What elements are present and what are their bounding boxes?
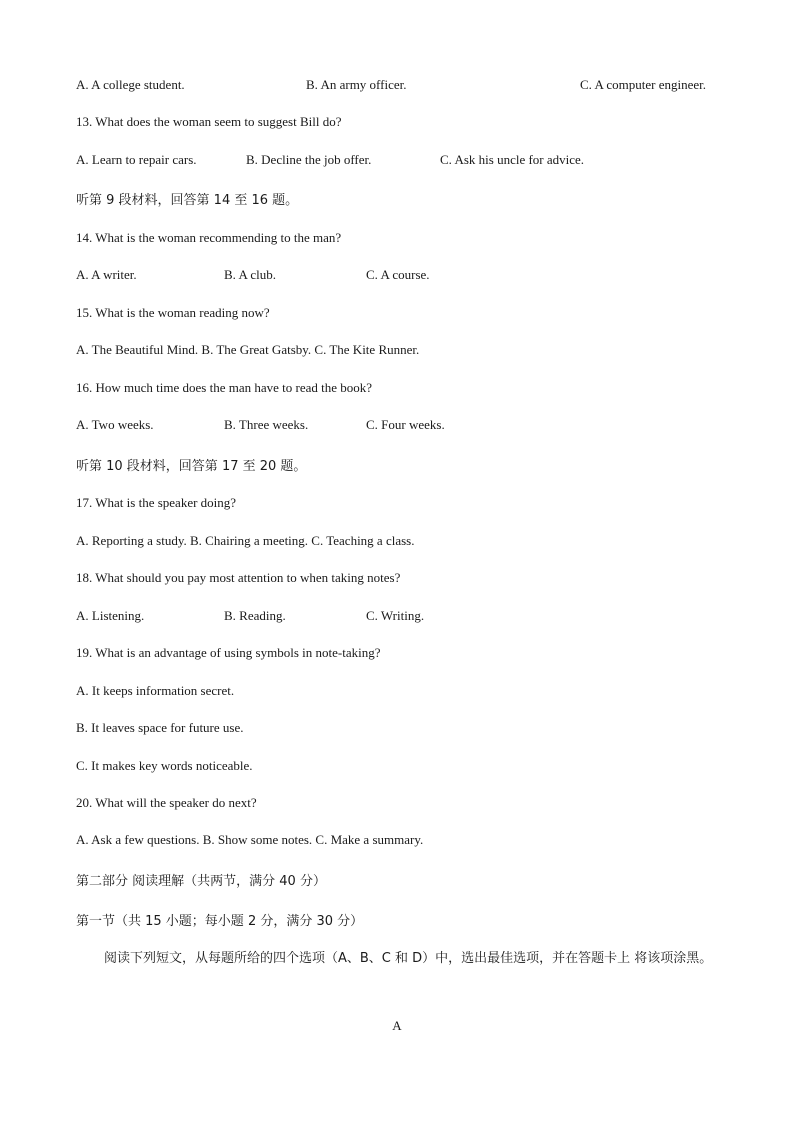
q18-option-c: C. Writing. — [366, 608, 425, 623]
section-10-instruction: 听第 10 段材料，回答第 17 至 20 题。 — [76, 459, 307, 474]
part-2-heading: 第二部分 阅读理解（共两节，满分 40 分） — [76, 874, 326, 889]
q16-option-a: A. Two weeks. — [76, 417, 154, 432]
passage-label: A — [392, 1018, 402, 1033]
q19-question: 19. What is an advantage of using symbols in note-taking? — [76, 645, 381, 660]
q12-option-c: C. A computer engineer. — [580, 77, 707, 92]
q16-option-b: B. Three weeks. — [224, 417, 309, 432]
q12-option-b: B. An army officer. — [306, 77, 407, 92]
q15-options: A. The Beautiful Mind. B. The Great Gatsby. C. The Kite Runner. — [76, 342, 420, 357]
q13-option-c: C. Ask his uncle for advice. — [440, 152, 585, 167]
q13-question: 13. What does the woman seem to suggest Bill do? — [76, 114, 342, 129]
q19-option-a: A. It keeps information secret. — [76, 683, 235, 698]
q17-question: 17. What is the speaker doing? — [76, 495, 237, 510]
q15-question: 15. What is the woman reading now? — [76, 305, 270, 320]
q19-option-c: C. It makes key words noticeable. — [76, 758, 253, 773]
q18-question: 18. What should you pay most attention to when taking notes? — [76, 570, 401, 585]
q19-option-b: B. It leaves space for future use. — [76, 720, 244, 735]
q16-option-c: C. Four weeks. — [366, 417, 445, 432]
section-1-heading: 第一节（共 15 小题；每小题 2 分，满分 30 分） — [76, 914, 364, 929]
q13-option-b: B. Decline the job offer. — [246, 152, 372, 167]
q14-option-b: B. A club. — [224, 267, 277, 282]
q20-options: A. Ask a few questions. B. Show some notes. C. Make a summary. — [76, 832, 424, 847]
reading-instructions: 阅读下列短文，从每题所给的四个选项（A、B、C 和 D）中，选出最佳选项，并在答题卡上 将该项涂黑。 — [104, 951, 713, 966]
q12-option-a: A. A college student. — [76, 77, 185, 92]
q20-question: 20. What will the speaker do next? — [76, 795, 257, 810]
q14-question: 14. What is the woman recommending to the man? — [76, 230, 342, 245]
q14-option-c: C. A course. — [366, 267, 430, 282]
section-9-instruction: 听第 9 段材料，回答第 14 至 16 题。 — [76, 193, 299, 208]
q16-question: 16. How much time does the man have to read the book? — [76, 380, 373, 395]
q14-option-a: A. A writer. — [76, 267, 137, 282]
q13-option-a: A. Learn to repair cars. — [76, 152, 197, 167]
q18-option-b: B. Reading. — [224, 608, 286, 623]
q17-options: A. Reporting a study. B. Chairing a meeting. C. Teaching a class. — [76, 533, 415, 548]
q18-option-a: A. Listening. — [76, 608, 145, 623]
